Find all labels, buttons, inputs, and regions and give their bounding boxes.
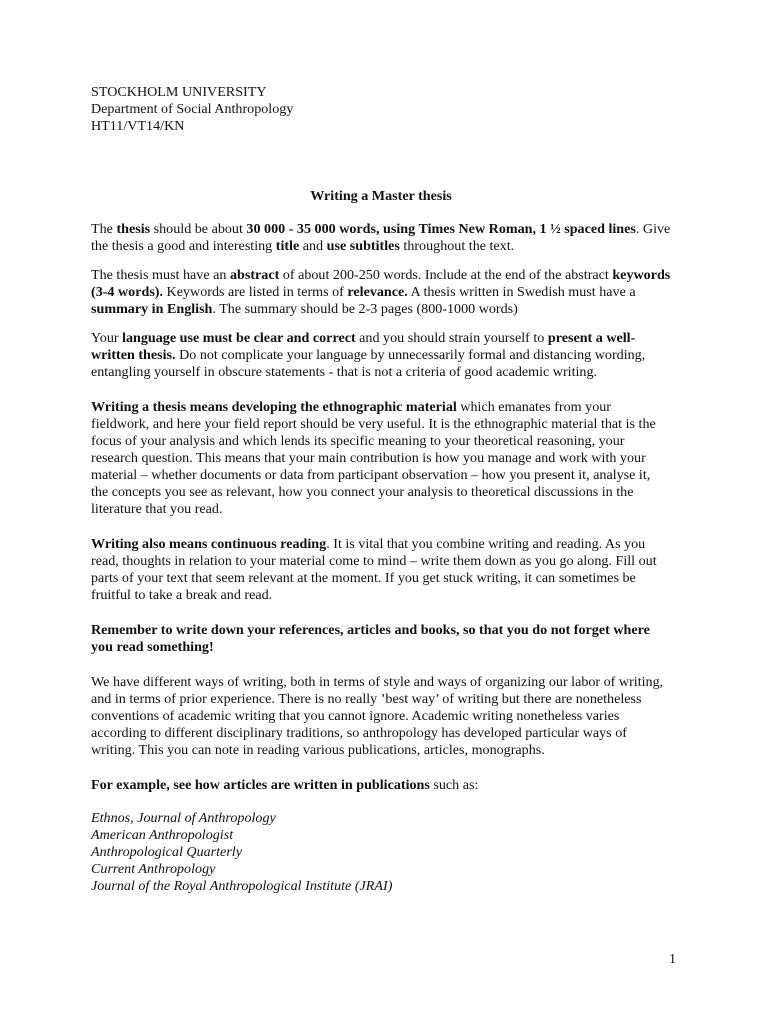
journal-item: Anthropological Quarterly xyxy=(91,844,242,860)
journal-item: Ethnos, Journal of Anthropology xyxy=(91,810,276,826)
course-code: HT11/VT14/KN xyxy=(91,118,185,134)
university-name: STOCKHOLM UNIVERSITY xyxy=(91,84,267,100)
page-number: 1 xyxy=(669,952,676,967)
journal-item: American Anthropologist xyxy=(91,827,234,843)
journal-list xyxy=(91,810,671,895)
journal-item: Journal of the Royal Anthropological Institute (JRAI) xyxy=(91,878,393,894)
document-body xyxy=(91,84,671,895)
paragraph-abstract: The thesis must have an abstract of about 200-250 words. Include at the end of the abstract keywords (3-4 words). Keywords are listed in terms of relevance. A thesis written in Swedish must have a summary in English. The summary should be 2-3 pages (800-1000 words) xyxy=(91,267,671,317)
journal-item: Current Anthropology xyxy=(91,861,216,877)
paragraph-language: Your language use must be clear and correct and you should strain yourself to present a well-written thesis. Do not complicate your language by unnecessarily formal and distancing wording, entangling yourself in obscure statements - that is not a criteria of good academic writing. xyxy=(91,330,646,380)
document-header xyxy=(91,84,671,135)
paragraph-continuous-reading: Writing also means continuous reading. It is vital that you combine writing and reading. As you read, thoughts in relation to your material come to mind – write them down as you go along. Fill out parts of your text that seem relevant at the moment. If you get stuck writing, it can sometimes be fruitful to take a break and read. xyxy=(91,536,657,603)
paragraph-references-reminder: Remember to write down your references, articles and books, so that you do not forget where you read something! xyxy=(91,622,650,655)
paragraph-example-publications: For example, see how articles are written in publications such as: xyxy=(91,777,479,793)
document-title: Writing a Master thesis xyxy=(310,188,452,204)
paragraph-ethnographic-material: Writing a thesis means developing the ethnographic material which emanates from your fieldwork, and here your field report should be very useful. It is the ethnographic material that is the focus of your analysis and which lends its specific meaning to your theoretical reasoning, your research question. This means that your main contribution is how you manage and work with your material – whether documents or data from participant observation – how you present it, analyse it, the concepts you see as relevant, how you connect your analysis to theoretical discussions in the literature that you read. xyxy=(91,399,656,517)
department-name: Department of Social Anthropology xyxy=(91,101,294,117)
paragraph-thesis-length: The thesis should be about 30 000 - 35 000 words, using Times New Roman, 1 ½ spaced lines. Give the thesis a good and interesting title and use subtitles throughout the text. xyxy=(91,221,671,254)
paragraph-ways-of-writing: We have different ways of writing, both in terms of style and ways of organizing our labor of writing, and in terms of prior experience. There is no really ’best way’ of writing but there are nonetheless conventions of academic writing that you cannot ignore. Academic writing nonetheless varies according to different disciplinary traditions, so anthropology has developed particular ways of writing. This you can note in reading various publications, articles, monographs. xyxy=(91,674,664,758)
